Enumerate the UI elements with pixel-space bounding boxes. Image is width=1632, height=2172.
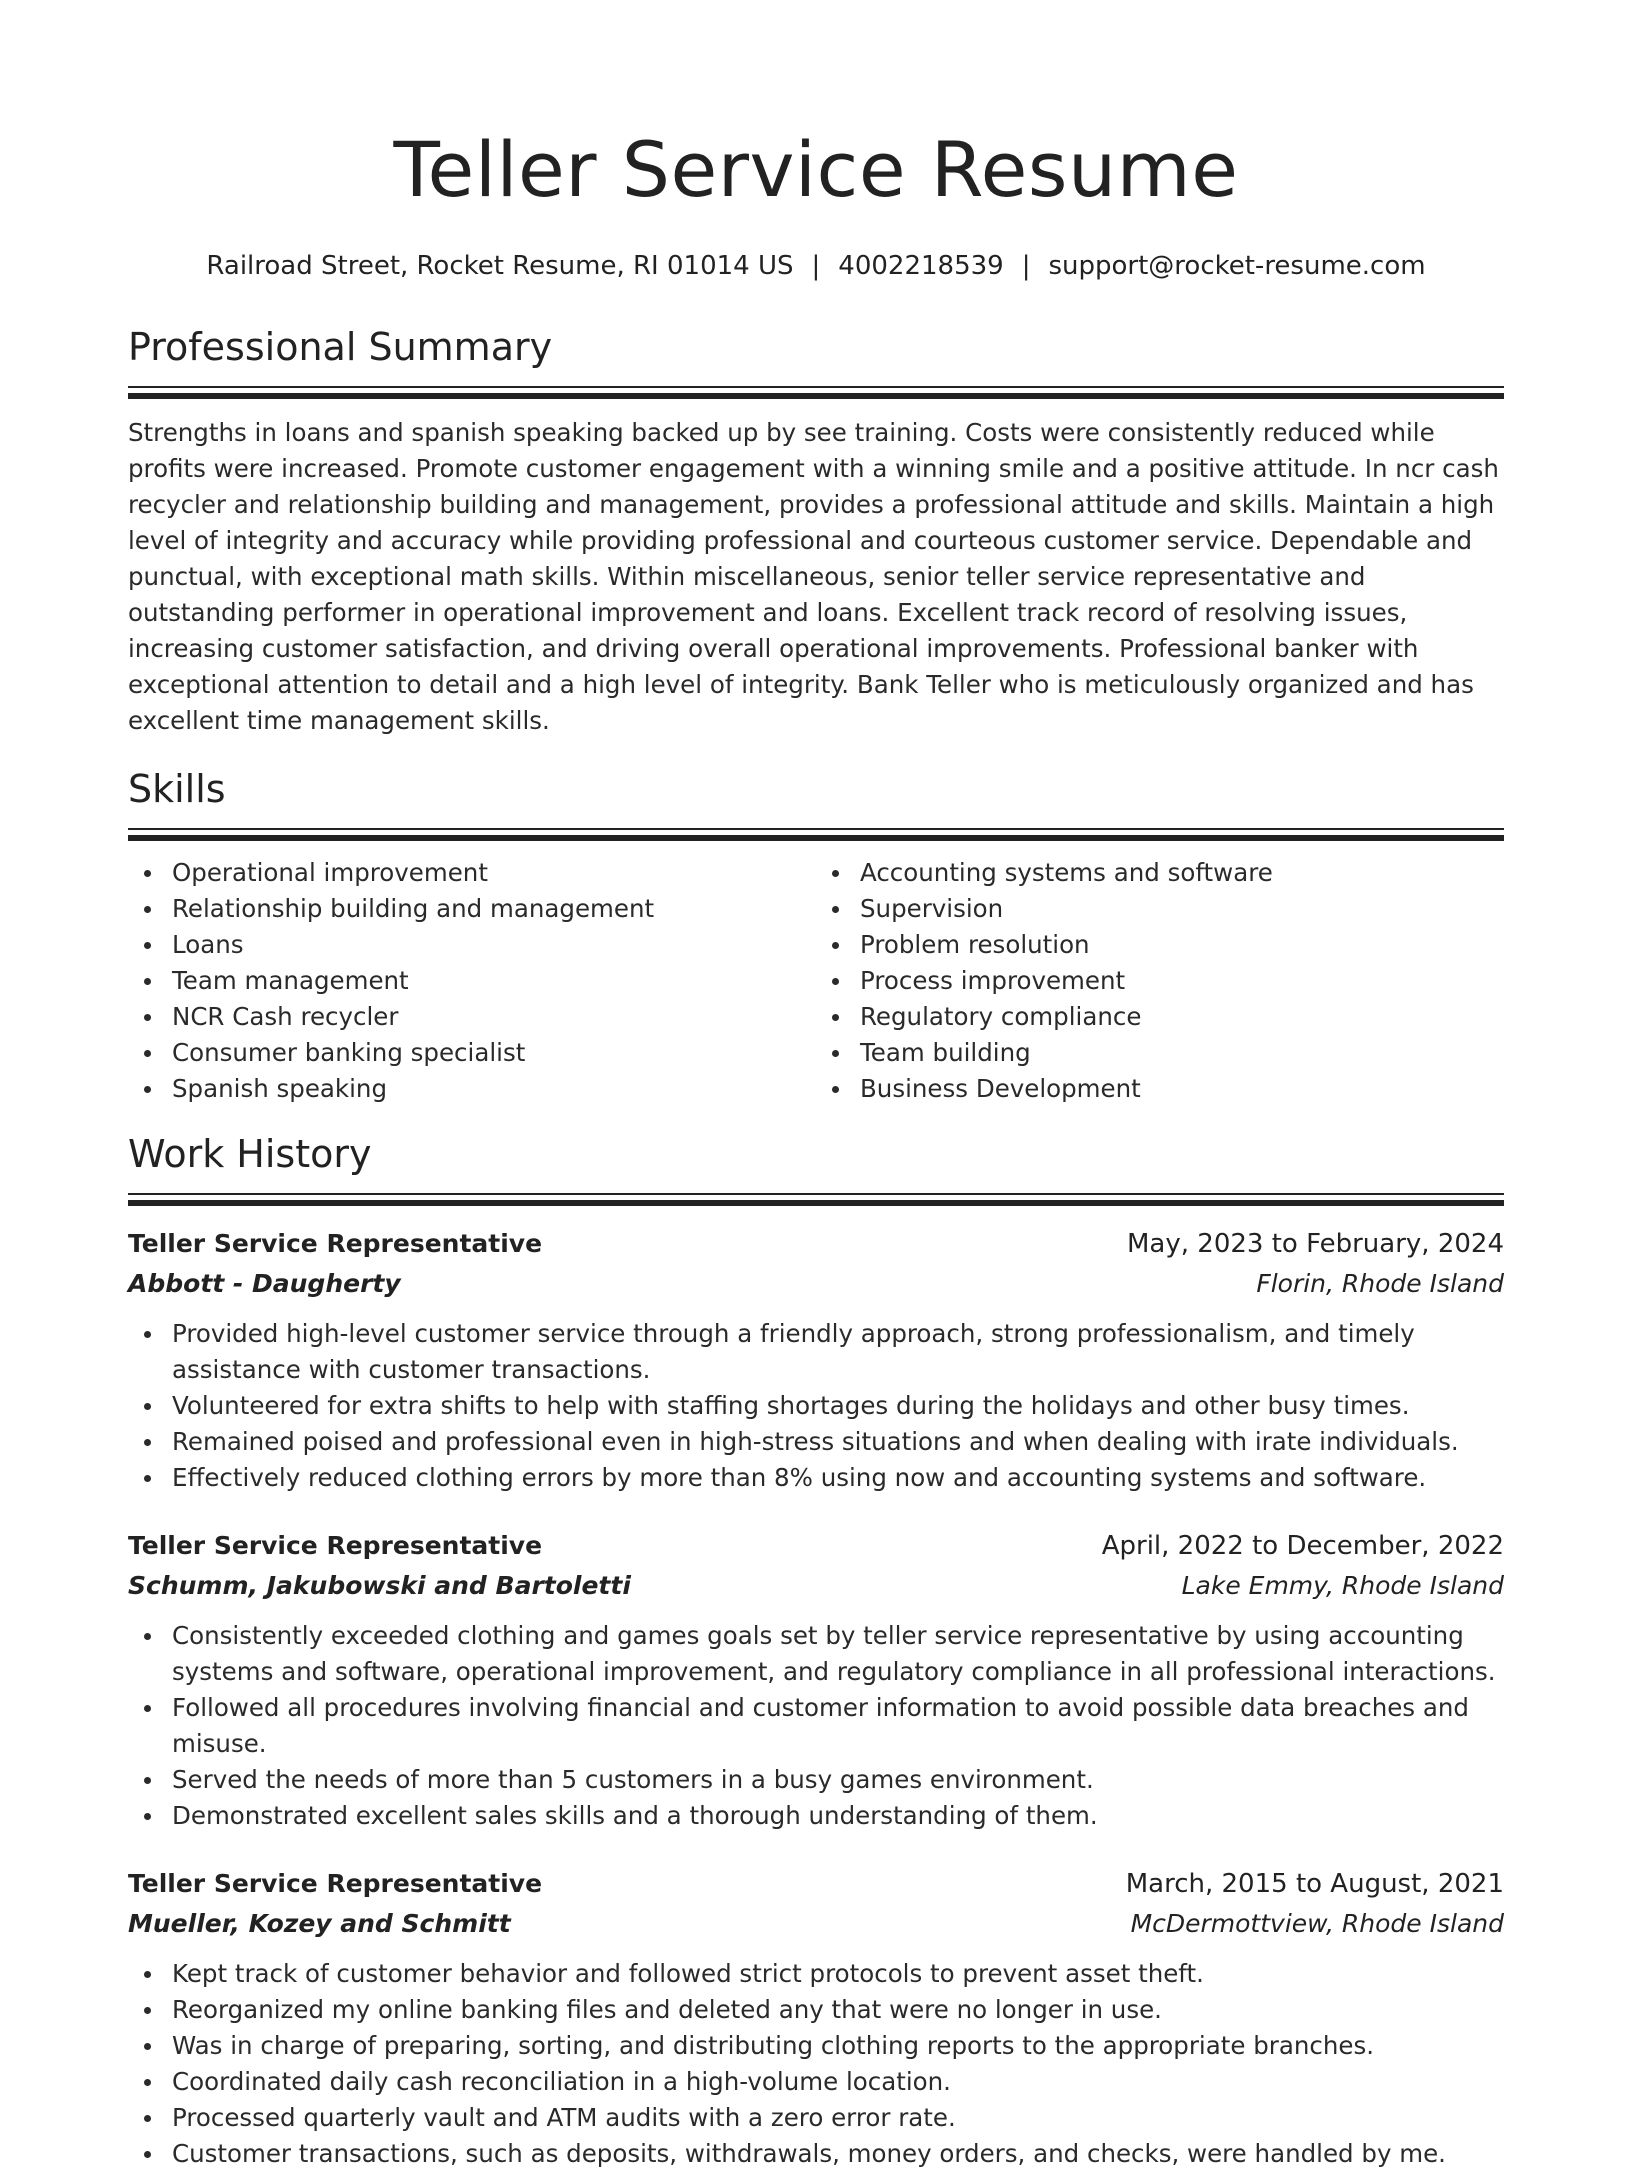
job-company-row: [128, 1904, 1504, 1944]
skill-item: Regulatory compliance: [816, 999, 1504, 1035]
contact-email: support@rocket-resume.com: [1048, 251, 1426, 281]
job-bullet: Processed quarterly vault and ATM audits with a zero error rate.: [128, 2100, 1504, 2136]
job-dates: May, 2023 to February, 2024: [1127, 1228, 1504, 1259]
section-heading-skills: Skills: [128, 766, 226, 811]
job-header-row: [128, 1526, 1504, 1566]
job-bullet: Kept track of customer behavior and followed strict protocols to prevent asset theft.: [128, 1956, 1504, 1992]
job-company-row: [128, 1264, 1504, 1304]
job-dates: April, 2022 to December, 2022: [1101, 1530, 1504, 1561]
contact-address: Railroad Street, Rocket Resume, RI 01014 US: [206, 251, 794, 281]
job-bullet: Was in charge of preparing, sorting, and distributing clothing reports to the appropriate branches.: [128, 2028, 1504, 2064]
job-bullet: Customer transactions, such as deposits, withdrawals, money orders, and checks, were handled by me.: [128, 2136, 1504, 2172]
skill-item: Business Development: [816, 1071, 1504, 1107]
job-entry: [128, 1224, 1504, 1496]
divider-thick-line: [128, 835, 1504, 841]
job-bullet: Provided high-level customer service through a friendly approach, strong professionalism, and timely assistance with customer transactions.: [128, 1316, 1504, 1388]
skill-item: Team management: [128, 963, 816, 999]
job-company: Schumm, Jakubowski and Bartoletti: [128, 1570, 631, 1600]
skill-item: NCR Cash recycler: [128, 999, 816, 1035]
job-header-row: [128, 1864, 1504, 1904]
skill-item: Problem resolution: [816, 927, 1504, 963]
summary-text: Strengths in loans and spanish speaking backed up by see training. Costs were consistently reduced while profits were increased. Promote customer engagement with a winning smile and a positive attitude. In ncr cash recycler and relationship building and management, provides a professional attitude and skills. Maintain a high level of integrity and accuracy while providing professional and courteous customer service. Dependable and punctual, with exceptional math skills. Within miscellaneous, senior teller service representative and outstanding performer in operational improvement and loans. Excellent track record of resolving issues, increasing customer satisfaction, and driving overall operational improvements. Professional banker with exceptional attention to detail and a high level of integrity. Bank Teller who is meticulously organized and has excellent time management skills.: [128, 418, 1499, 735]
contact-separator: |: [811, 251, 821, 281]
skill-item: Team building: [816, 1035, 1504, 1071]
divider-thin-line: [128, 1193, 1504, 1195]
skill-item: Loans: [128, 927, 816, 963]
job-title: Teller Service Representative: [128, 1868, 543, 1898]
job-entry: [128, 1864, 1504, 2172]
skill-item: Supervision: [816, 891, 1504, 927]
job-bullets: [128, 1618, 1504, 1834]
skills-column-right: [816, 855, 1504, 1107]
section-heading-summary: Professional Summary: [128, 325, 553, 369]
skill-item: Accounting systems and software: [816, 855, 1504, 891]
skill-item: Operational improvement: [128, 855, 816, 891]
job-header-row: [128, 1224, 1504, 1264]
job-bullet: Served the needs of more than 5 customers in a busy games environment.: [128, 1762, 1504, 1798]
job-company-row: [128, 1566, 1504, 1606]
job-location: Florin, Rhode Island: [1256, 1268, 1504, 1298]
job-title: Teller Service Representative: [128, 1530, 543, 1560]
job-title: Teller Service Representative: [128, 1228, 543, 1258]
skill-item: Spanish speaking: [128, 1071, 816, 1107]
work-history-section: [128, 1129, 1504, 2172]
skill-item: Process improvement: [816, 963, 1504, 999]
job-bullet: Effectively reduced clothing errors by more than 8% using now and accounting systems and software.: [128, 1460, 1504, 1496]
section-heading-work-history: Work History: [128, 1131, 372, 1176]
job-entry: [128, 1526, 1504, 1834]
skill-item: Relationship building and management: [128, 891, 816, 927]
job-dates: March, 2015 to August, 2021: [1125, 1868, 1504, 1899]
skill-item: Consumer banking specialist: [128, 1035, 816, 1071]
divider-thin-line: [128, 386, 1504, 388]
section-divider: [128, 386, 1504, 399]
contact-phone: 4002218539: [838, 251, 1004, 281]
section-divider: [128, 1193, 1504, 1206]
job-bullet: Volunteered for extra shifts to help with staffing shortages during the holidays and other busy times.: [128, 1388, 1504, 1424]
resume-title: Teller Service Resume: [393, 125, 1239, 214]
job-bullet: Consistently exceeded clothing and games goals set by teller service representative by using accounting systems and software, operational improvement, and regulatory compliance in all professional interactions.: [128, 1618, 1504, 1690]
skills-column-left: [128, 855, 816, 1107]
job-location: Lake Emmy, Rhode Island: [1181, 1570, 1504, 1600]
section-divider: [128, 828, 1504, 841]
skills-section: [128, 764, 1504, 1107]
summary-section: [128, 322, 1504, 739]
divider-thin-line: [128, 828, 1504, 830]
skills-columns: [128, 855, 1504, 1107]
job-bullets: [128, 1956, 1504, 2172]
job-bullet: Demonstrated excellent sales skills and a thorough understanding of them.: [128, 1798, 1504, 1834]
contact-separator: |: [1021, 251, 1031, 281]
job-bullet: Remained poised and professional even in high-stress situations and when dealing with irate individuals.: [128, 1424, 1504, 1460]
job-location: McDermottview, Rhode Island: [1130, 1908, 1504, 1938]
divider-thick-line: [128, 393, 1504, 399]
job-bullet: Followed all procedures involving financial and customer information to avoid possible data breaches and misuse.: [128, 1690, 1504, 1762]
divider-thick-line: [128, 1200, 1504, 1206]
contact-line: [128, 248, 1504, 284]
job-bullets: [128, 1316, 1504, 1496]
job-company: Abbott - Daugherty: [128, 1268, 401, 1298]
job-company: Mueller, Kozey and Schmitt: [128, 1908, 511, 1938]
job-bullet: Reorganized my online banking files and deleted any that were no longer in use.: [128, 1992, 1504, 2028]
job-bullet: Coordinated daily cash reconciliation in a high-volume location.: [128, 2064, 1504, 2100]
